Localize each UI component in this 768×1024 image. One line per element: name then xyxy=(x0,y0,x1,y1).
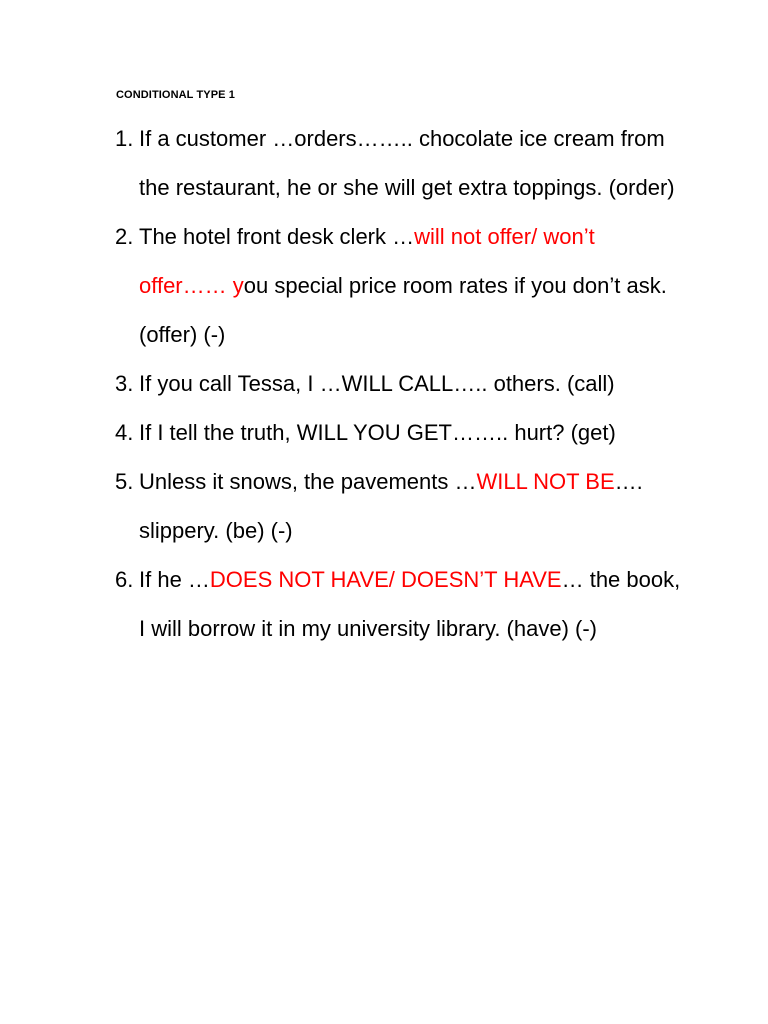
document-title: CONDITIONAL TYPE 1 xyxy=(116,89,235,101)
exercise-item-2 xyxy=(115,212,685,359)
exercise-item-4 xyxy=(115,408,685,457)
item-number: 3. xyxy=(115,371,134,396)
answer-text: WILL NOT BE xyxy=(476,469,615,494)
exercise-text: If I tell the truth, WILL YOU GET…….. hurt? (get) xyxy=(139,420,616,445)
exercise-item-1 xyxy=(115,114,685,212)
item-number: 4. xyxy=(115,420,134,445)
exercise-item-3 xyxy=(115,359,685,408)
exercise-text: …. slippery. (be) (-) xyxy=(139,469,643,543)
item-number: 1. xyxy=(115,126,134,151)
answer-text: DOES NOT HAVE/ DOESN’T HAVE xyxy=(209,567,562,592)
exercise-list xyxy=(115,114,685,653)
item-number: 2. xyxy=(115,224,134,249)
exercise-text: The hotel front desk clerk … xyxy=(139,224,415,249)
exercise-text: ou special price room rates if you don’t ask. (offer) (-) xyxy=(139,273,667,347)
exercise-item-6 xyxy=(115,555,685,653)
item-number: 6. xyxy=(115,567,134,592)
exercise-text: … the book, I will borrow it in my university library. (have) (-) xyxy=(139,567,681,641)
exercise-text: If he … xyxy=(139,567,210,592)
exercise-item-5 xyxy=(115,457,685,555)
answer-text: will not offer/ won’t offer…… y xyxy=(139,224,595,298)
exercise-text: Unless it snows, the pavements … xyxy=(139,469,477,494)
item-number: 5. xyxy=(115,469,134,494)
exercise-text: If you call Tessa, I …WILL CALL….. others. (call) xyxy=(139,371,615,396)
exercise-text: If a customer …orders…….. chocolate ice cream from the restaurant, he or she will get extra toppings. (order) xyxy=(139,126,675,200)
